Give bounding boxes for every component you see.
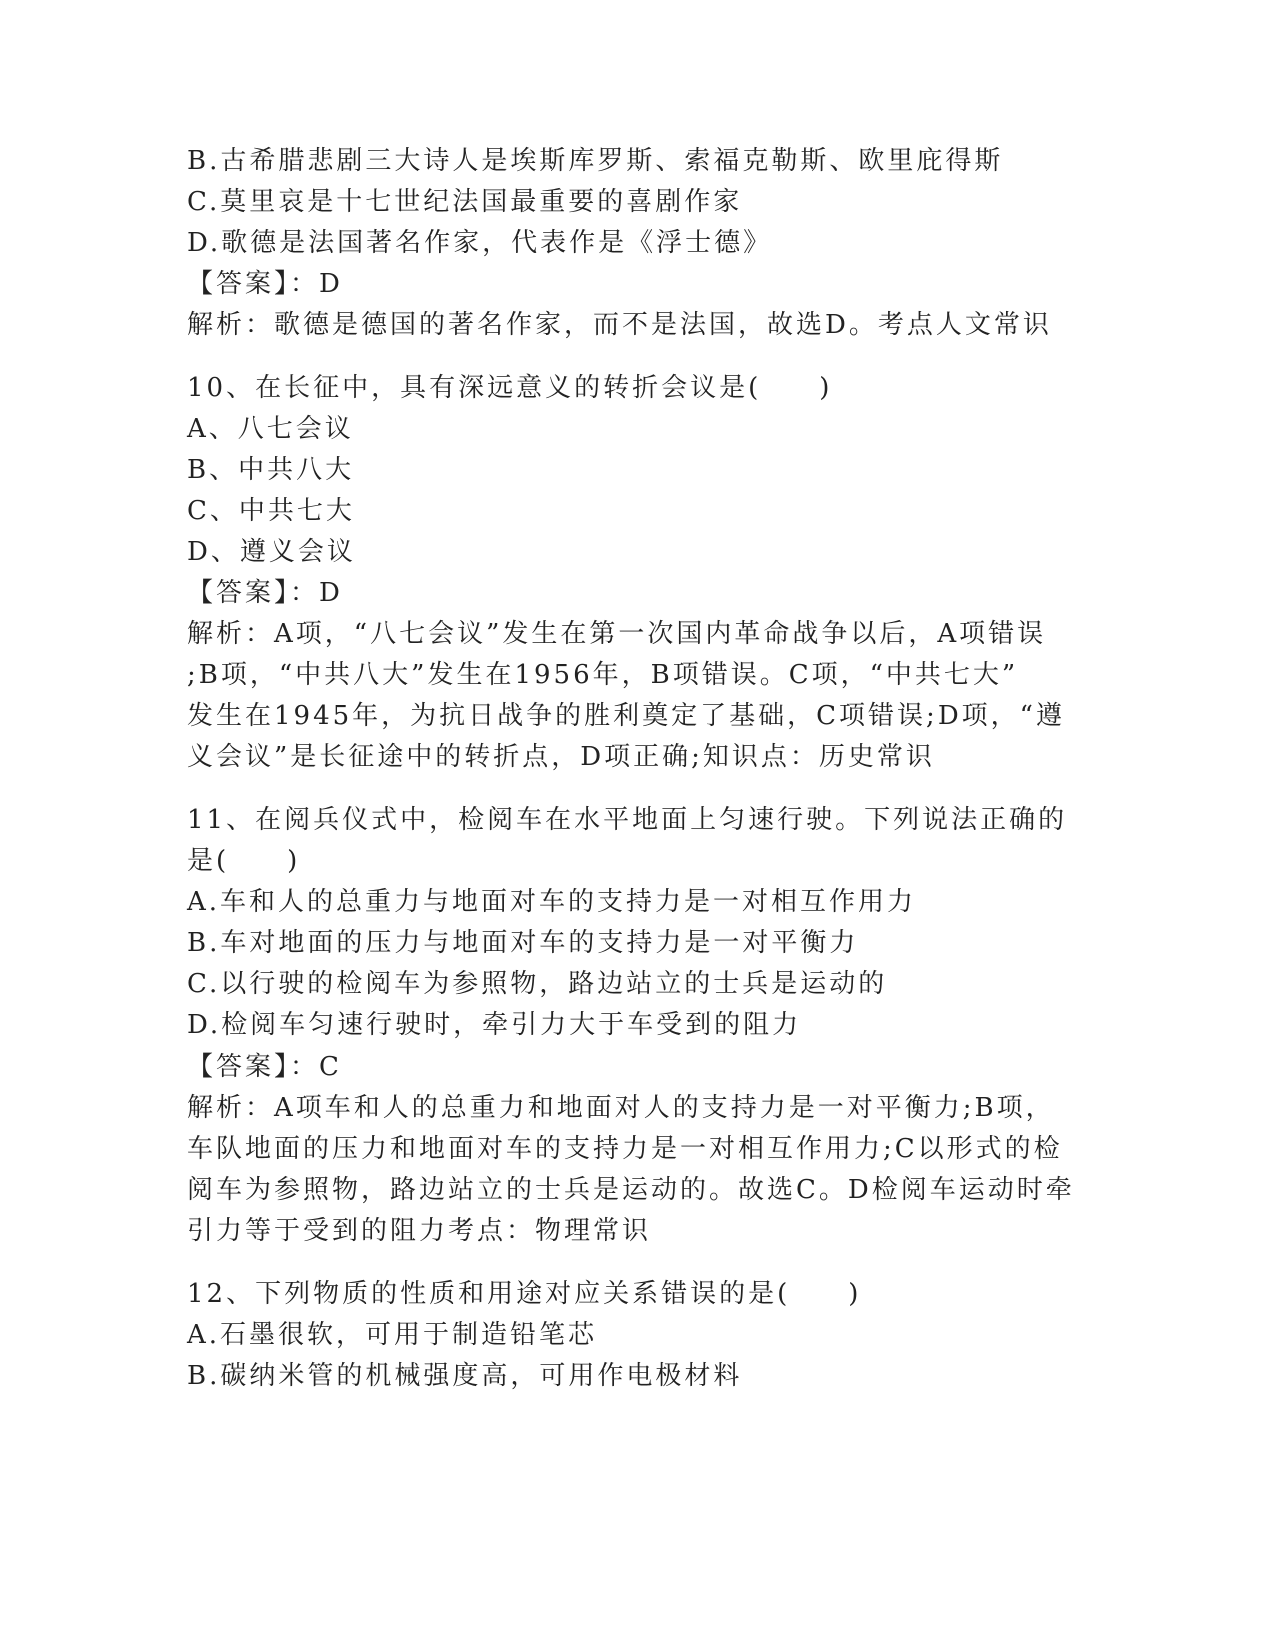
option-b-q10: B、中共八大 — [187, 455, 355, 485]
answer-q10: 【答案】：D — [187, 578, 343, 608]
option-c-q10: C、中共七大 — [187, 496, 355, 526]
explanation-q11-line4: 引力等于受到的阻力考点：物理常识 — [187, 1216, 652, 1246]
explanation-q10-line3: 发生在1945年，为抗日战争的胜利奠定了基础，C项错误;D项，“遵 — [187, 701, 1065, 731]
option-d-q11: D.检阅车匀速行驶时，牵引力大于车受到的阻力 — [187, 1010, 802, 1040]
option-c-q11: C.以行驶的检阅车为参照物，路边站立的士兵是运动的 — [187, 969, 888, 999]
question-10: 10、在长征中，具有深远意义的转折会议是( ) — [187, 373, 833, 403]
option-a-q12: A.石墨很软，可用于制造铅笔芯 — [187, 1320, 598, 1350]
option-c-q9: C.莫里哀是十七世纪法国最重要的喜剧作家 — [187, 187, 743, 217]
option-a-q10: A、八七会议 — [187, 414, 354, 444]
option-b-q9: B.古希腊悲剧三大诗人是埃斯库罗斯、索福克勒斯、欧里庇得斯 — [187, 146, 1004, 176]
question-11-line1: 11、在阅兵仪式中，检阅车在水平地面上匀速行驶。下列说法正确的 — [187, 805, 1068, 835]
option-b-q12: B.碳纳米管的机械强度高，可用作电极材料 — [187, 1361, 743, 1391]
explanation-q10-line2: ;B项，“中共八大”发生在1956年，B项错误。C项，“中共七大” — [187, 660, 1019, 690]
option-b-q11: B.车对地面的压力与地面对车的支持力是一对平衡力 — [187, 928, 859, 958]
answer-q11: 【答案】：C — [187, 1052, 342, 1082]
explanation-q10-line4: 义会议”是长征途中的转折点，D项正确;知识点：历史常识 — [187, 742, 935, 772]
option-d-q9: D.歌德是法国著名作家，代表作是《浮士德》 — [187, 228, 773, 258]
option-d-q10: D、遵义会议 — [187, 537, 356, 567]
option-a-q11: A.车和人的总重力与地面对车的支持力是一对相互作用力 — [187, 887, 917, 917]
explanation-q11-line3: 阅车为参照物，路边站立的士兵是运动的。故选C。D检阅车运动时牵 — [187, 1175, 1075, 1205]
explanation-q11-line1: 解析：A项车和人的总重力和地面对人的支持力是一对平衡力;B项， — [187, 1093, 1055, 1123]
explanation-q9: 解析：歌德是德国的著名作家，而不是法国，故选D。考点人文常识 — [187, 310, 1052, 340]
question-11-line2: 是( ) — [187, 846, 301, 876]
answer-q9: 【答案】：D — [187, 269, 343, 299]
question-12: 12、下列物质的性质和用途对应关系错误的是( ) — [187, 1279, 862, 1309]
explanation-q11-line2: 车队地面的压力和地面对车的支持力是一对相互作用力;C以形式的检 — [187, 1134, 1063, 1164]
explanation-q10-line1: 解析：A项，“八七会议”发生在第一次国内革命战争以后，A项错误 — [187, 619, 1047, 649]
